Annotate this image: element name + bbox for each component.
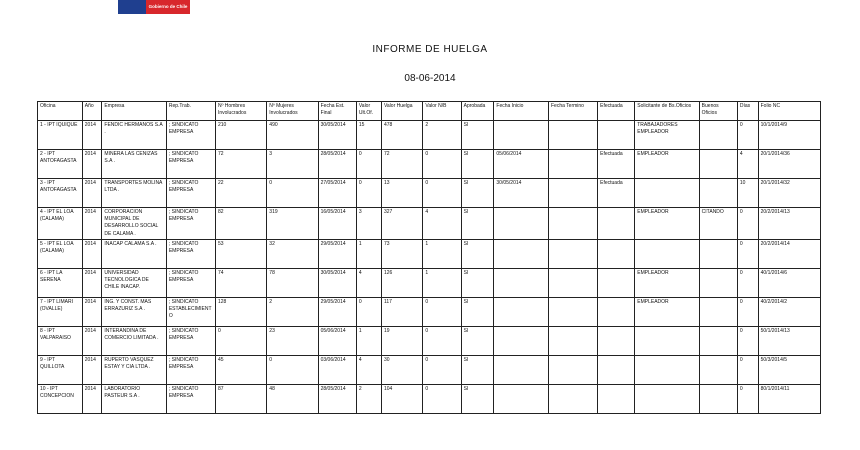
cell-folio-nc: 50/1/2014/13 xyxy=(758,326,820,355)
cell-anio: 2014 xyxy=(82,121,102,150)
column-header-valor-ult-of: Valor Ult.Of. xyxy=(356,102,381,121)
cell-rep-trab: ; SINDICATO EMPRESA xyxy=(166,326,215,355)
cell-valor-huelga: 478 xyxy=(381,121,422,150)
cell-valor-ult-of: 4 xyxy=(356,268,381,297)
cell-buenos-oficios: CITANDO xyxy=(699,208,737,240)
gobierno-de-chile-logo xyxy=(118,0,190,14)
cell-dias: 0 xyxy=(737,384,758,413)
cell-fecha-inicio xyxy=(494,297,549,326)
cell-fecha-inicio xyxy=(494,268,549,297)
cell-efectuada: Efectuada xyxy=(598,179,635,208)
cell-solicitante xyxy=(635,355,699,384)
cell-valor-huelga: 126 xyxy=(381,268,422,297)
cell-mujeres: 319 xyxy=(267,208,318,240)
cell-fecha-termino xyxy=(548,150,597,179)
cell-solicitante: TRABAJADORES EMPLEADOR xyxy=(635,121,699,150)
cell-fecha-inicio xyxy=(494,121,549,150)
cell-efectuada xyxy=(598,297,635,326)
cell-hombres: 53 xyxy=(215,239,266,268)
cell-rep-trab: ; SINDICATO EMPRESA xyxy=(166,179,215,208)
cell-fecha-est-final: 28/05/2014 xyxy=(318,150,356,179)
column-header-solicitante: Solicitante de Bs.Oficios xyxy=(635,102,699,121)
cell-oficina: 7 - IPT LIMARI (OVALLE) xyxy=(38,297,83,326)
cell-hombres: 22 xyxy=(215,179,266,208)
cell-empresa: ING. Y CONST. MAS ERRAZURIZ S.A . xyxy=(102,297,166,326)
cell-buenos-oficios xyxy=(699,326,737,355)
cell-folio-nc: 50/3/2014/5 xyxy=(758,355,820,384)
cell-mujeres: 490 xyxy=(267,121,318,150)
cell-hombres: 210 xyxy=(215,121,266,150)
cell-hombres: 128 xyxy=(215,297,266,326)
cell-dias: 0 xyxy=(737,121,758,150)
cell-aprobada: SI xyxy=(461,239,494,268)
column-header-fecha-termino: Fecha Termino xyxy=(548,102,597,121)
cell-valor-ult-of: 1 xyxy=(356,239,381,268)
table-row xyxy=(38,268,821,297)
logo-text: Gobierno de Chile xyxy=(146,0,190,14)
cell-rep-trab: ; SINDICATO EMPRESA xyxy=(166,150,215,179)
column-header-efectuada: Efectuada xyxy=(598,102,635,121)
cell-buenos-oficios xyxy=(699,355,737,384)
cell-folio-nc: 20/2/2014/14 xyxy=(758,239,820,268)
table-body xyxy=(38,121,821,414)
cell-valor-ult-of: 0 xyxy=(356,297,381,326)
report-title: INFORME DE HUELGA xyxy=(372,44,488,55)
cell-valor-nb: 0 xyxy=(423,326,461,355)
strike-report-table xyxy=(37,101,821,414)
cell-buenos-oficios xyxy=(699,239,737,268)
cell-aprobada: SI xyxy=(461,179,494,208)
cell-solicitante: EMPLEADOR xyxy=(635,208,699,240)
cell-dias: 0 xyxy=(737,239,758,268)
cell-fecha-inicio xyxy=(494,326,549,355)
cell-fecha-termino xyxy=(548,268,597,297)
cell-fecha-termino xyxy=(548,384,597,413)
cell-fecha-termino xyxy=(548,208,597,240)
cell-oficina: 1 - IPT IQUIQUE xyxy=(38,121,83,150)
cell-aprobada: SI xyxy=(461,268,494,297)
cell-valor-nb: 2 xyxy=(423,121,461,150)
cell-fecha-inicio xyxy=(494,355,549,384)
header-row xyxy=(38,102,821,121)
cell-valor-huelga: 19 xyxy=(381,326,422,355)
cell-fecha-inicio xyxy=(494,384,549,413)
column-header-fecha-est-final: Fecha Est. Final xyxy=(318,102,356,121)
cell-fecha-termino xyxy=(548,239,597,268)
column-header-rep-trab: Rep.Trab. xyxy=(166,102,215,121)
cell-empresa: LABORATORIO PASTEUR S.A . xyxy=(102,384,166,413)
cell-valor-huelga: 72 xyxy=(381,150,422,179)
cell-anio: 2014 xyxy=(82,239,102,268)
column-header-hombres: Nº Hombres Involucrados xyxy=(215,102,266,121)
cell-rep-trab: ; SINDICATO EMPRESA xyxy=(166,268,215,297)
cell-oficina: 10 - IPT CONCEPCION xyxy=(38,384,83,413)
cell-fecha-termino xyxy=(548,355,597,384)
cell-valor-nb: 4 xyxy=(423,208,461,240)
cell-aprobada: SI xyxy=(461,121,494,150)
cell-efectuada xyxy=(598,121,635,150)
cell-hombres: 87 xyxy=(215,384,266,413)
report-date: 08-06-2014 xyxy=(404,73,456,84)
cell-fecha-inicio xyxy=(494,239,549,268)
table-row xyxy=(38,150,821,179)
table-row xyxy=(38,208,821,240)
cell-anio: 2014 xyxy=(82,208,102,240)
cell-valor-huelga: 104 xyxy=(381,384,422,413)
cell-fecha-est-final: 29/05/2014 xyxy=(318,239,356,268)
table-row xyxy=(38,355,821,384)
cell-buenos-oficios xyxy=(699,121,737,150)
cell-mujeres: 0 xyxy=(267,179,318,208)
column-header-dias: Días xyxy=(737,102,758,121)
cell-valor-nb: 1 xyxy=(423,239,461,268)
cell-empresa: UNIVERSIDAD TECNOLOGICA DE CHILE INACAP. xyxy=(102,268,166,297)
cell-fecha-est-final: 30/05/2014 xyxy=(318,121,356,150)
cell-valor-nb: 0 xyxy=(423,384,461,413)
cell-valor-ult-of: 15 xyxy=(356,121,381,150)
cell-anio: 2014 xyxy=(82,179,102,208)
logo-blue-block xyxy=(118,0,146,14)
cell-folio-nc: 20/1/2014/36 xyxy=(758,150,820,179)
column-header-anio: Año xyxy=(82,102,102,121)
cell-aprobada: SI xyxy=(461,384,494,413)
cell-valor-nb: 0 xyxy=(423,150,461,179)
cell-fecha-termino xyxy=(548,297,597,326)
cell-mujeres: 78 xyxy=(267,268,318,297)
cell-buenos-oficios xyxy=(699,297,737,326)
cell-valor-huelga: 327 xyxy=(381,208,422,240)
cell-empresa: MINERA LAS CENIZAS S.A . xyxy=(102,150,166,179)
cell-efectuada xyxy=(598,239,635,268)
cell-empresa: FENDIC HERMANOS S.A . xyxy=(102,121,166,150)
cell-oficina: 5 - IPT EL LOA (CALAMA) xyxy=(38,239,83,268)
table-header xyxy=(38,102,821,121)
cell-rep-trab: ; SINDICATO EMPRESA xyxy=(166,121,215,150)
cell-fecha-inicio xyxy=(494,208,549,240)
cell-anio: 2014 xyxy=(82,297,102,326)
cell-oficina: 6 - IPT LA SERENA xyxy=(38,268,83,297)
cell-fecha-inicio: 05/06/2014 xyxy=(494,150,549,179)
cell-mujeres: 48 xyxy=(267,384,318,413)
cell-folio-nc: 10/1/2014/9 xyxy=(758,121,820,150)
cell-solicitante xyxy=(635,179,699,208)
cell-hombres: 45 xyxy=(215,355,266,384)
cell-valor-ult-of: 3 xyxy=(356,208,381,240)
cell-solicitante xyxy=(635,326,699,355)
cell-mujeres: 2 xyxy=(267,297,318,326)
column-header-fecha-inicio: Fecha Inicio xyxy=(494,102,549,121)
cell-hombres: 72 xyxy=(215,150,266,179)
table-row xyxy=(38,121,821,150)
cell-anio: 2014 xyxy=(82,150,102,179)
cell-valor-ult-of: 1 xyxy=(356,326,381,355)
cell-buenos-oficios xyxy=(699,179,737,208)
cell-efectuada: Efectuada xyxy=(598,150,635,179)
column-header-valor-huelga: Valor Huelga xyxy=(381,102,422,121)
cell-fecha-est-final: 28/05/2014 xyxy=(318,384,356,413)
table-row xyxy=(38,297,821,326)
cell-valor-nb: 0 xyxy=(423,355,461,384)
cell-oficina: 9 - IPT QUILLOTA xyxy=(38,355,83,384)
cell-fecha-termino xyxy=(548,179,597,208)
cell-empresa: INACAP CALAMA S.A . xyxy=(102,239,166,268)
table-row xyxy=(38,326,821,355)
cell-aprobada: SI xyxy=(461,297,494,326)
cell-buenos-oficios xyxy=(699,150,737,179)
cell-mujeres: 32 xyxy=(267,239,318,268)
cell-solicitante xyxy=(635,239,699,268)
cell-valor-ult-of: 0 xyxy=(356,179,381,208)
cell-empresa: INTERANDINA DE COMERCIO LIMITADA . xyxy=(102,326,166,355)
cell-anio: 2014 xyxy=(82,355,102,384)
column-header-oficina: Oficina xyxy=(38,102,83,121)
cell-empresa: CORPORACION MUNICIPAL DE DESARROLLO SOCIAL DE CALAMA . xyxy=(102,208,166,240)
cell-fecha-est-final: 05/06/2014 xyxy=(318,326,356,355)
cell-dias: 10 xyxy=(737,179,758,208)
cell-rep-trab: ; SINDICATO EMPRESA xyxy=(166,239,215,268)
cell-dias: 0 xyxy=(737,208,758,240)
cell-valor-nb: 0 xyxy=(423,179,461,208)
cell-dias: 4 xyxy=(737,150,758,179)
cell-hombres: 82 xyxy=(215,208,266,240)
column-header-folio-nc: Folio NC xyxy=(758,102,820,121)
table-row xyxy=(38,384,821,413)
cell-fecha-termino xyxy=(548,121,597,150)
cell-fecha-est-final: 03/06/2014 xyxy=(318,355,356,384)
table-row xyxy=(38,239,821,268)
cell-valor-huelga: 30 xyxy=(381,355,422,384)
cell-rep-trab: ; SINDICATO EMPRESA xyxy=(166,355,215,384)
cell-mujeres: 0 xyxy=(267,355,318,384)
cell-aprobada: SI xyxy=(461,326,494,355)
column-header-valor-nb: Valor N/B xyxy=(423,102,461,121)
cell-dias: 0 xyxy=(737,355,758,384)
cell-aprobada: SI xyxy=(461,208,494,240)
cell-efectuada xyxy=(598,268,635,297)
cell-anio: 2014 xyxy=(82,326,102,355)
cell-rep-trab: ; SINDICATO EMPRESA xyxy=(166,208,215,240)
cell-mujeres: 23 xyxy=(267,326,318,355)
cell-valor-ult-of: 2 xyxy=(356,384,381,413)
cell-rep-trab: ; SINDICATO ESTABLECIMIENTO xyxy=(166,297,215,326)
cell-oficina: 3 - IPT ANTOFAGASTA xyxy=(38,179,83,208)
cell-buenos-oficios xyxy=(699,268,737,297)
cell-hombres: 0 xyxy=(215,326,266,355)
cell-valor-ult-of: 0 xyxy=(356,150,381,179)
cell-efectuada xyxy=(598,355,635,384)
cell-solicitante xyxy=(635,384,699,413)
cell-dias: 0 xyxy=(737,297,758,326)
column-header-mujeres: Nº Mujeres Involucrados xyxy=(267,102,318,121)
cell-folio-nc: 40/1/2014/6 xyxy=(758,268,820,297)
cell-folio-nc: 20/2/2014/13 xyxy=(758,208,820,240)
column-header-buenos-oficios: Buenos Oficios xyxy=(699,102,737,121)
cell-aprobada: SI xyxy=(461,355,494,384)
cell-hombres: 74 xyxy=(215,268,266,297)
cell-solicitante: EMPLEADOR xyxy=(635,297,699,326)
table-row xyxy=(38,179,821,208)
cell-valor-huelga: 117 xyxy=(381,297,422,326)
cell-solicitante: EMPLEADOR xyxy=(635,150,699,179)
cell-folio-nc: 80/1/2014/11 xyxy=(758,384,820,413)
cell-dias: 0 xyxy=(737,326,758,355)
cell-oficina: 2 - IPT ANTOFAGASTA xyxy=(38,150,83,179)
cell-efectuada xyxy=(598,384,635,413)
cell-rep-trab: ; SINDICATO EMPRESA xyxy=(166,384,215,413)
cell-efectuada xyxy=(598,326,635,355)
cell-fecha-est-final: 30/05/2014 xyxy=(318,268,356,297)
cell-aprobada: SI xyxy=(461,150,494,179)
cell-folio-nc: 40/2/2014/2 xyxy=(758,297,820,326)
column-header-empresa: Empresa xyxy=(102,102,166,121)
cell-oficina: 4 - IPT EL LOA (CALAMA) xyxy=(38,208,83,240)
cell-fecha-termino xyxy=(548,326,597,355)
cell-empresa: RUPERTO VASQUEZ ESTAY Y CIA LTDA . xyxy=(102,355,166,384)
cell-folio-nc: 20/1/2014/32 xyxy=(758,179,820,208)
cell-efectuada xyxy=(598,208,635,240)
cell-buenos-oficios xyxy=(699,384,737,413)
cell-dias: 0 xyxy=(737,268,758,297)
cell-valor-ult-of: 4 xyxy=(356,355,381,384)
cell-valor-nb: 0 xyxy=(423,297,461,326)
column-header-aprobada: Aprobada xyxy=(461,102,494,121)
cell-anio: 2014 xyxy=(82,384,102,413)
cell-oficina: 8 - IPT VALPARAISO xyxy=(38,326,83,355)
cell-anio: 2014 xyxy=(82,268,102,297)
cell-valor-nb: 1 xyxy=(423,268,461,297)
cell-mujeres: 3 xyxy=(267,150,318,179)
cell-fecha-est-final: 29/05/2014 xyxy=(318,297,356,326)
cell-fecha-est-final: 27/05/2014 xyxy=(318,179,356,208)
cell-fecha-est-final: 16/05/2014 xyxy=(318,208,356,240)
cell-fecha-inicio: 30/05/2014 xyxy=(494,179,549,208)
cell-solicitante: EMPLEADOR xyxy=(635,268,699,297)
cell-valor-huelga: 73 xyxy=(381,239,422,268)
cell-empresa: TRANSPORTES MOLINA LTDA . xyxy=(102,179,166,208)
cell-valor-huelga: 13 xyxy=(381,179,422,208)
